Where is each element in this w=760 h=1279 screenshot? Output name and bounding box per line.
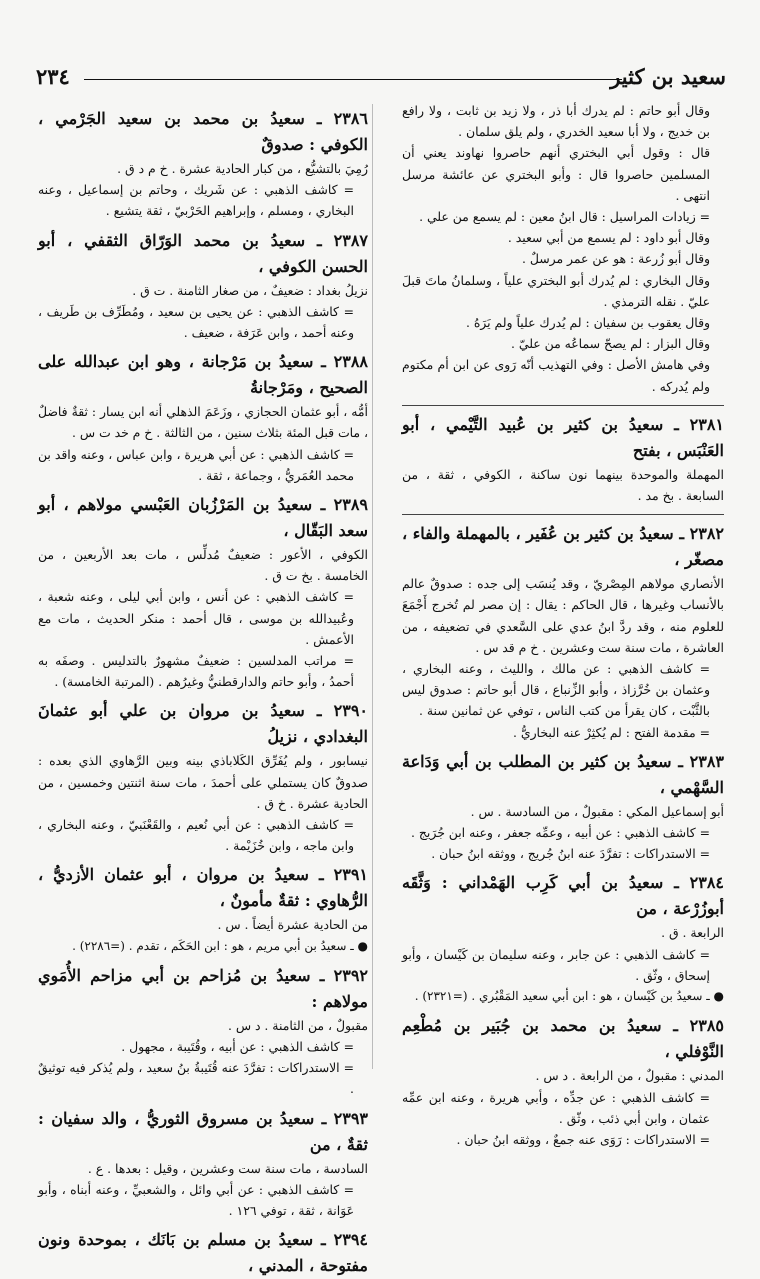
entry-commentary: وقال أبو زُرعة : هو عن عمر مرسلٌ .: [522, 251, 710, 267]
entry-heading: ٢٣٨٧ ـ سعيدُ بن محمد الوَرّاق الثقفي ، أبو الحسن الكوفي ،: [38, 230, 368, 276]
entry-heading: ٢٣٨١ ـ سعيدُ بن كثير بن عُبيد التَّيْمي ، أبو العَنْبَس ، بفتح: [402, 414, 724, 460]
entry-heading: ٢٣٨٩ ـ سعيدُ بن المَرْزُبان العَبْسي مولاهم ، أبو سعد البَقّال ،: [38, 495, 368, 541]
entry-commentary: = الاستدراكات : تفرَّدَ عنه قُتَيبةُ بنُ سعيد ، ولم يُذكر فيه توثيقٌ .: [38, 1060, 354, 1097]
entry-separator: [402, 514, 724, 515]
entry-commentary: وقال أبو داود : لم يسمع من أبي سعيد .: [507, 230, 710, 246]
entry-text: الكوفي ، الأعور : ضعيفٌ مُدلِّس ، مات بعد الأربعين ، من الخامسة . بخ ت ق .: [38, 547, 368, 584]
entry-separator: [402, 405, 724, 406]
entry-commentary: = كاشف الذهبي : عن مالك ، والليث ، وعنه البخاري ، وعثمان بن خُرَّزاذ ، وأبو الزِّنباع ، قال أبو حاتم : صدوق ليس بالثَّبْت ، كان يقرأ من كتب الناس ، توفي عن ثمانين سنة .: [402, 661, 710, 719]
entry-heading: ٢٣٨٣ ـ سعيدُ بن كثير بن المطلب بن أبي وَدَاعة السَّهْمي ،: [402, 751, 724, 797]
entry-commentary: = الاستدراكات : تفرَّدَ عنه ابنُ جُريج ، ووثقه ابنُ حبان .: [431, 846, 710, 862]
entry-commentary: قال : وقول أبي البختري أنهم حاصروا نهاوند يعني أن المسلمين حاصروا قال : وأبو البختري عن عائشة مرسل انتهى .: [402, 145, 710, 203]
entry-heading: ٢٣٩٤ ـ سعيدُ بن مسلم بن بَانَك ، بموحدة ونون مفتوحة ، المدني ،: [38, 1230, 368, 1276]
entry-text: الرابعة . ق .: [661, 925, 724, 941]
entry-commentary: = كاشف الذهبي : عن أبي وائل ، والشعبيِّ ، وعنه أبناه ، وأبو عَوَانة ، ثقة ، توفي ١٢٦ .: [38, 1181, 354, 1219]
entry-text: المدني : مقبولٌ ، من الرابعة . د س .: [535, 1068, 724, 1084]
entry-commentary: = زيادات المراسيل : قال ابنُ معين : لم يسمع من علي .: [419, 209, 710, 225]
entry-heading: ٢٣٨٨ ـ سعيدُ بن مَرْجانة ، وهو ابن عبدالله على الصحيح ، ومَرْجانةُ: [38, 352, 368, 398]
entry-commentary: = مقدمة الفتح : لم يُكثِرْ عنه البخاريُّ .: [513, 724, 710, 740]
entry-commentary: = مراتب المدلسين : ضعيفٌ مشهورٌ بالتدليس . وصفَه به أحمدُ ، وأبو حاتم والدارقطنيُّ وغيرُهم . (المرتبة الخامسة) .: [38, 653, 354, 690]
entry-text: أبو إسماعيل المكي : مقبولٌ ، من السادسة . س .: [470, 803, 724, 819]
entry-commentary: = كاشف الذهبي : عن جدِّه ، وأبي هريرة ، وعنه ابن عمِّه عثمان ، وابن أبي ذئب ، وثّق .: [402, 1089, 710, 1126]
entry-heading: ٢٣٨٥ ـ سعيدُ بن محمد بن جُبَير بن مُطْعِم النَّوْفلي ،: [402, 1016, 724, 1062]
entry-commentary: وقال البزار : لم يصحّ سماعُه من عليّ .: [511, 336, 710, 352]
entry-commentary: = كاشف الذهبي : عن أبيه ، وعمِّه جعفر ، وعنه ابن جُرَيج .: [411, 825, 710, 841]
entry-text: المهملة والموحدة بينهما نون ساكنة ، الكوفي ، ثقة ، من السابعة . بخ مد .: [402, 466, 724, 504]
cross-reference: ● ـ سعيدُ بن كَيْسان ، هو : ابن أبي سعيد المَقْبُري . (=٢٣٢١) .: [414, 989, 724, 1004]
entry-commentary: = كاشف الذهبي : عن أبي هريرة ، وابن عباس ، وعنه واقد بن محمد العُمَريُّ ، وجماعة ، ثقة .: [38, 446, 354, 483]
entry-commentary: وفي هامش الأصل : وفي التهذيب أنّه رَوى عن ابن أم مكتوم ولم يُدركه .: [402, 357, 710, 394]
header-rule: [84, 79, 622, 80]
column-divider: [372, 104, 373, 1069]
left-column: [38, 100, 368, 1276]
entry-heading: ٢٣٨٤ ـ سعيدُ بن أبي كَرِب الهَمْداني : وَثَّقَه أبوزُرْعة ، من: [402, 873, 724, 919]
entry-text: نزيلُ بغداد : ضعيفٌ ، من صغار الثامنة . ت ق .: [132, 282, 368, 298]
entry-commentary: = كاشف الذهبي : عن يحيى بن سعيد ، ومُطَرِّف بن طَريف ، وعنه أحمد ، وابن عَرَفة ، ضعيف .: [38, 303, 354, 341]
right-column: [402, 100, 724, 1147]
entry-commentary: وقال يعقوب بن سفيان : لم يُدرك علياً ولم يَرَهُ .: [465, 315, 710, 331]
entry-text: الأنصاري مولاهم المِصْريّ ، وقد يُنسَب إلى جده : صدوقٌ عالم بالأنساب وغيرها ، قال الحاكم : يقال : إن مصر لم تُخرج أَجْمَعَ للعلوم منه ، وقد ردَّ ابنُ عدي على السَّعدي في تضعيفه ، من العاشرة ، مات سنة ست وعشرين . خ م قد س .: [402, 576, 724, 655]
entry-heading: ٢٣٨٦ ـ سعيدُ بن محمد بن سعيد الجَرْمي ، الكوفي : صدوقٌ: [38, 109, 368, 154]
page-number: ٢٣٤: [36, 64, 70, 89]
entry-text: السادسة ، مات سنة ست وعشرين ، وقيل : بعدها . ع .: [87, 1160, 368, 1176]
entry-heading: ٢٣٨٢ ـ سعيدُ بن كثير بن عُفَير ، بالمهملة والفاء ، مصغّر ،: [402, 524, 724, 570]
entry-text: رُمِيَ بالتشيُّع ، من كبار الحادية عشرة . خ م د ق .: [117, 161, 368, 176]
entry-heading: ٢٣٩١ ـ سعيدُ بن مروان ، أبو عثمان الأزديُّ ، الرُّهاوي : ثقةٌ مأمونٌ ،: [38, 865, 368, 911]
cross-reference: ● ـ سعيدُ بن أبي مريم ، هو : ابن الحَكَم ، تقدم . (=٢٢٨٦) .: [72, 938, 368, 953]
entry-commentary: = كاشف الذهبي : عن أبي نُعيم ، والقَعْنَبيّ ، وعنه البخاري ، وابن ماجه ، وابن خُزَيْمة .: [38, 817, 354, 854]
entry-commentary: وقال أبو حاتم : لم يدرك أبا ذر ، ولا زيد بن ثابت ، ولا رافع بن خديج ، ولا أبا سعيد الخدري ، ولم يلق سلمان .: [402, 103, 710, 140]
entry-heading: ٢٣٩٣ ـ سعيدُ بن مسروق الثوريُّ ، والد سفيان : ثقةٌ ، من: [38, 1108, 368, 1154]
entry-commentary: = كاشف الذهبي : عن شَريك ، وحاتم بن إسماعيل ، وعنه البخاري ، ومسلم ، وإبراهيم الحَرْبيّ ، ثقة يتشيع .: [38, 182, 354, 219]
entry-commentary: وقال البخاري : لم يُدرك أبو البختري علياً ، وسلمانُ ماتَ قبلَ عليّ . نقله الترمذي .: [402, 272, 710, 309]
entry-heading: ٢٣٩٠ ـ سعيدُ بن مروان بن علي أبو عثمانَ البغدادي ، نزيلُ: [38, 701, 368, 747]
running-header: [36, 64, 726, 96]
running-title: سعيد بن كثير: [610, 64, 726, 89]
entry-text: من الحادية عشرة أيضاً . س .: [217, 917, 368, 933]
entry-commentary: = كاشف الذهبي : عن جابر ، وعنه سليمان بن كَيْسان ، وأبو إسحاق ، وثّق .: [402, 946, 710, 983]
entry-commentary: = الاستدراكات : رَوَى عنه جمعٌ ، ووثقه ابنُ حبان .: [456, 1131, 710, 1147]
entry-heading: ٢٣٩٢ ـ سعيدُ بن مُزاحم بن أبي مزاحم الأُمَوي مولاهم :: [38, 965, 368, 1011]
entry-text: مقبولٌ ، من الثامنة . د س .: [228, 1017, 368, 1033]
entry-commentary: = كاشف الذهبي : عن أبيه ، وقُتَيبة ، مجهول .: [121, 1039, 354, 1055]
entry-commentary: = كاشف الذهبي : عن أنس ، وابن أبي ليلى ، وعنه شعبة ، وعُبيدالله بن موسى ، قال أحمد : منكر الحديث ، مات مع الأعمش .: [38, 589, 354, 647]
entry-text: أمُّه ، أبو عثمان الحجازي ، وزَعَمَ الذهلي أنه ابن يسار : ثقةٌ فاضلٌ ، مات قبل المئة بثلاث سنين ، من الثالثة . خ م خد ت س .: [38, 404, 368, 441]
entry-text: نيسابور ، ولم يُفَرِّق الكَلاباذي بينه وبين الرَّهاوي الذي بعده : صدوقٌ كان يستملي على أحمدَ ، مات سنة اثنتين وخمسين ، من الحادية عشرة . خ ق .: [38, 753, 368, 811]
